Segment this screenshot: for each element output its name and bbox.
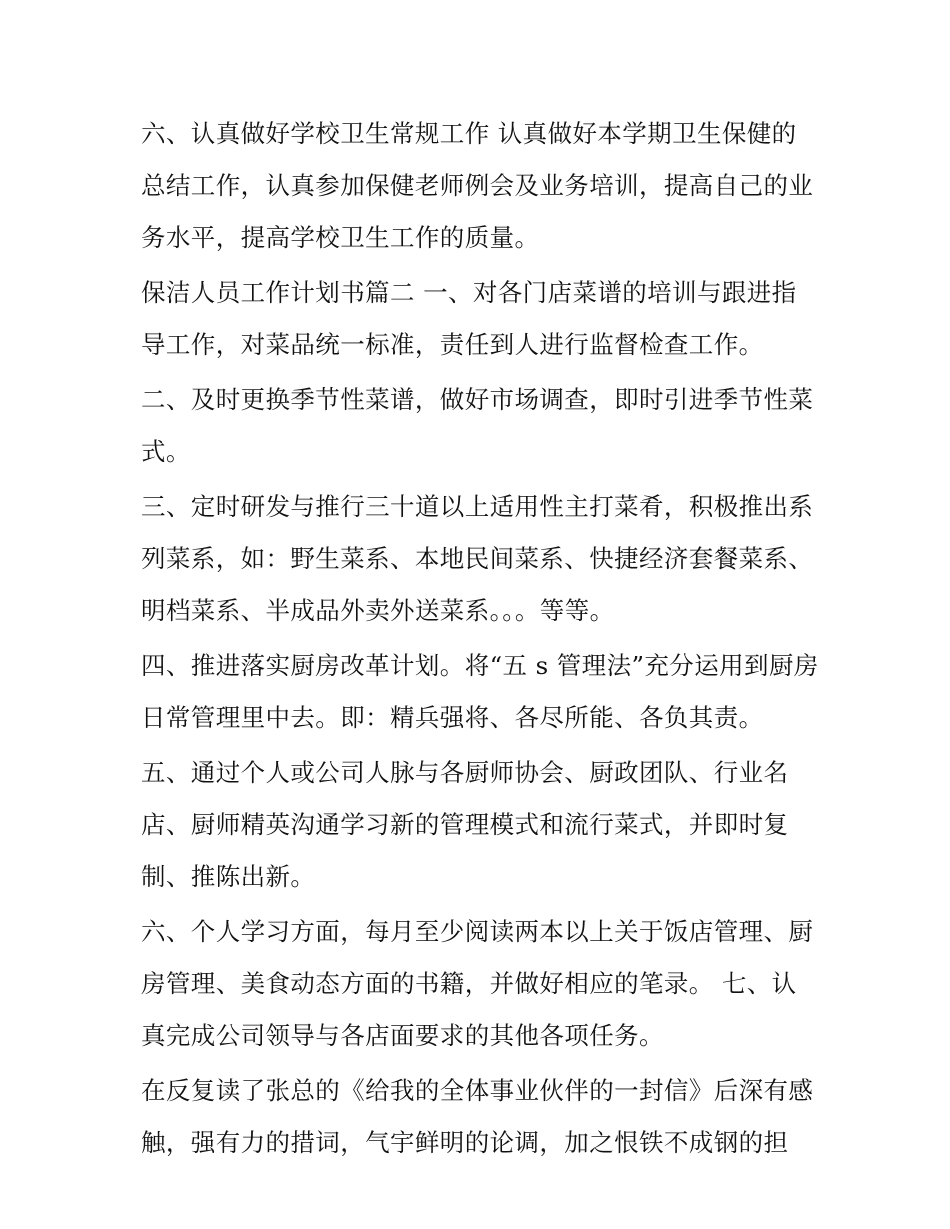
text-line: 房管理、美食动态方面的书籍，并做好相应的笔录。 七、认 <box>141 969 797 998</box>
text-line: 总结工作，认真参加保健老师例会及业务培训，提高自己的业 <box>141 171 814 200</box>
text-line: 店、厨师精英沟通学习新的管理模式和流行菜式，并即时复 <box>141 810 789 839</box>
text-line: 三、定时研发与推行三十道以上适用性主打菜肴，积极推出系 <box>141 492 814 521</box>
text-line: 在反复读了张总的《给我的全体事业伙伴的一封信》后深有感 <box>141 1076 814 1105</box>
text-line: 六、认真做好学校卫生常规工作 认真做好本学期卫生保健的 <box>141 119 797 148</box>
paragraph <box>141 108 821 264</box>
paragraph <box>141 640 821 744</box>
text-line: 六、个人学习方面，每月至少阅读两本以上关于饭店管理、厨 <box>141 917 814 946</box>
text-line: 导工作，对菜品统一标准，责任到人进行监督检查工作。 <box>141 330 764 359</box>
paragraph <box>141 1065 821 1169</box>
text-line: 式。 <box>141 437 191 466</box>
text-line: 列菜系，如：野生菜系、本地民间菜系、快捷经济套餐菜系、 <box>141 544 814 573</box>
paragraph <box>141 747 821 903</box>
text-line: 务水平，提高学校卫生工作的质量。 <box>141 223 540 252</box>
text-line: 日常管理里中去。即：精兵强将、各尽所能、各负其责。 <box>141 703 764 732</box>
text-line: 五、通过个人或公司人脉与各厨师协会、厨政团队、行业名 <box>141 758 789 787</box>
text-line: 保洁人员工作计划书篇二 一、对各门店菜谱的培训与跟进指 <box>141 278 797 307</box>
document-body <box>141 108 821 1172</box>
text-line: 触，强有力的措词，气宇鲜明的论调，加之恨铁不成钢的担 <box>141 1128 789 1157</box>
paragraph <box>141 481 821 637</box>
text-line: 制、推陈出新。 <box>141 862 316 891</box>
paragraph <box>141 906 821 1062</box>
text-line: 二、及时更换季节性菜谱，做好市场调查，即时引进季节性菜 <box>141 385 814 414</box>
paragraph <box>141 374 821 478</box>
paragraph <box>141 267 821 371</box>
text-line: 四、推进落实厨房改革计划。将“五 s 管理法”充分运用到厨房 <box>141 651 819 680</box>
text-line: 真完成公司领导与各店面要求的其他各项任务。 <box>141 1021 664 1050</box>
text-line: 明档菜系、半成品外卖外送菜系。。。等等。 <box>141 596 615 625</box>
